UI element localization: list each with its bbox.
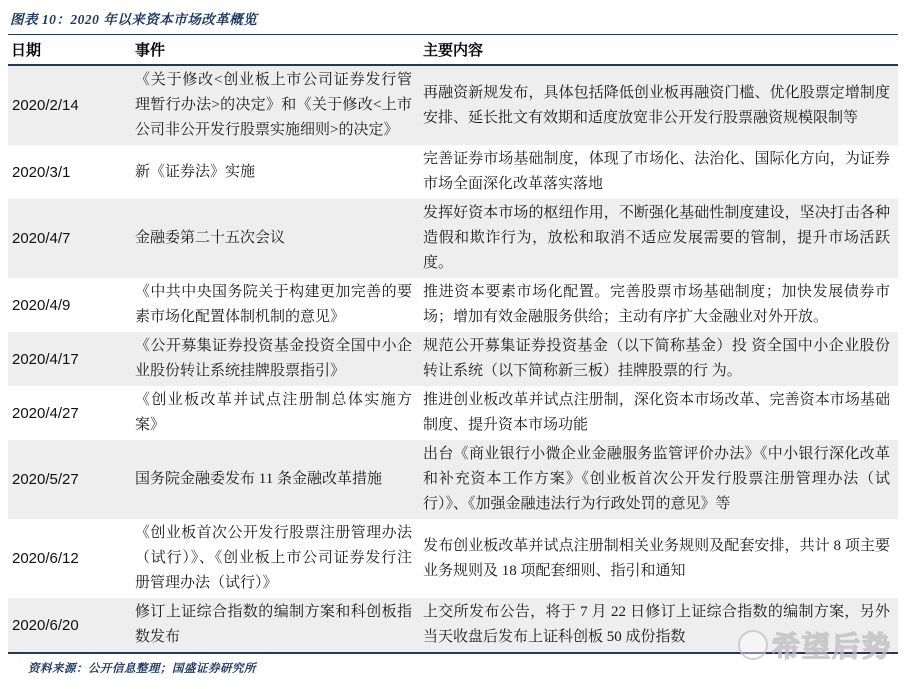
date-cell: 2020/4/7 — [12, 230, 71, 247]
content-cell: 出台《商业银行小微企业金融服务监管评价办法》《中小银行深化改革和补充资本工作方案》《创业板首次公开发行股票注册管理办法（试行）》、《加强金融违法行为行政处罚的意见》等 — [423, 446, 890, 512]
content-cell: 发挥好资本市场的枢纽作用，不断强化基础性制度建设，坚决打击各种造假和欺诈行为，放松和取消不适应发展需要的管制，提升市场活跃度。 — [423, 205, 890, 271]
date-cell: 2020/4/27 — [12, 404, 79, 422]
table-row — [8, 278, 898, 332]
table-row — [8, 65, 898, 145]
event-cell: 《创业板改革并试点注册制总体实施方案》 — [135, 392, 412, 433]
date-cell: 2020/5/27 — [12, 471, 79, 488]
watermark-text: 希望后势 — [771, 631, 892, 662]
date-cell: 2020/4/17 — [12, 350, 79, 368]
content-cell: 推进创业板改革并试点注册制，深化资本市场改革、完善资本市场基础制度、提升资本市场功能 — [423, 392, 890, 433]
event-cell: 《中共中央国务院关于构建更加完善的要素市场化配置体制机制的意见》 — [135, 284, 412, 325]
table-row — [8, 199, 898, 278]
event-cell: 国务院金融委发布 11 条金融改革措施 — [135, 471, 382, 487]
date-cell: 2020/3/1 — [12, 163, 71, 181]
table-row — [8, 440, 898, 519]
content-cell: 推进资本要素市场化配置。完善股票市场基础制度；加快发展债券市场；增加有效金融服务供给；主动有序扩大金融业对外开放。 — [423, 284, 890, 325]
date-cell: 2020/4/9 — [12, 296, 71, 314]
date-cell: 2020/2/14 — [12, 97, 79, 114]
event-cell: 《创业板首次公开发行股票注册管理办法（试行）》、《创业板上市公司证券发行注册管理办法（试行）》 — [135, 525, 412, 591]
date-cell: 2020/6/20 — [12, 616, 79, 634]
content-cell: 再融资新规发布，具体包括降低创业板再融资门槛、优化股票定增制度安排、延长批文有效期和适度放宽非公开发行股票融资规模限制等 — [423, 84, 890, 126]
date-cell: 2020/6/12 — [12, 550, 79, 567]
column-header-event: 事件 — [132, 35, 420, 66]
content-cell: 发布创业板改革并试点注册制相关业务规则及配套安排，共计 8 项主要业务规则及 18 项配套细则、指引和通知 — [423, 537, 890, 579]
table-row — [8, 332, 898, 386]
page-title: 图表 10：2020 年以来资本市场改革概览 — [10, 12, 258, 27]
table-row — [8, 386, 898, 440]
table-header — [8, 35, 898, 66]
event-cell: 修订上证综合指数的编制方案和科创板指数发布 — [135, 604, 412, 645]
reform-events-table — [8, 34, 898, 654]
table-row — [8, 598, 898, 653]
content-cell: 上交所发布公告，将于 7 月 22 日修订上证综合指数的编制方案，另外当天收盘后发布上证科创板 50 成份指数 — [423, 604, 890, 645]
column-header-content: 主要内容 — [420, 35, 898, 66]
table-row — [8, 145, 898, 199]
content-cell: 完善证券市场基础制度，体现了市场化、法治化、国际化方向，为证券市场全面深化改革落实落地 — [423, 151, 890, 192]
source-attribution: 资料来源：公开信息整理；国盛证券研究所 — [28, 663, 256, 675]
event-cell: 金融委第二十五次会议 — [135, 230, 286, 246]
column-header-date: 日期 — [8, 35, 132, 66]
content-cell: 规范公开募集证券投资基金（以下简称基金）投 资全国中小企业股份转让系统（以下简称新三板）挂牌股票的行 为。 — [423, 338, 890, 379]
event-cell: 新《证券法》实施 — [135, 163, 256, 180]
event-cell: 《关于修改<创业板上市公司证券发行管理暂行办法>的决定》和《关于修改<上市公司非公开发行股票实施细则>的决定》 — [135, 72, 412, 138]
event-cell: 《公开募集证券投资基金投资全国中小企业股份转让系统挂牌股票指引》 — [135, 338, 412, 379]
table-row — [8, 519, 898, 598]
